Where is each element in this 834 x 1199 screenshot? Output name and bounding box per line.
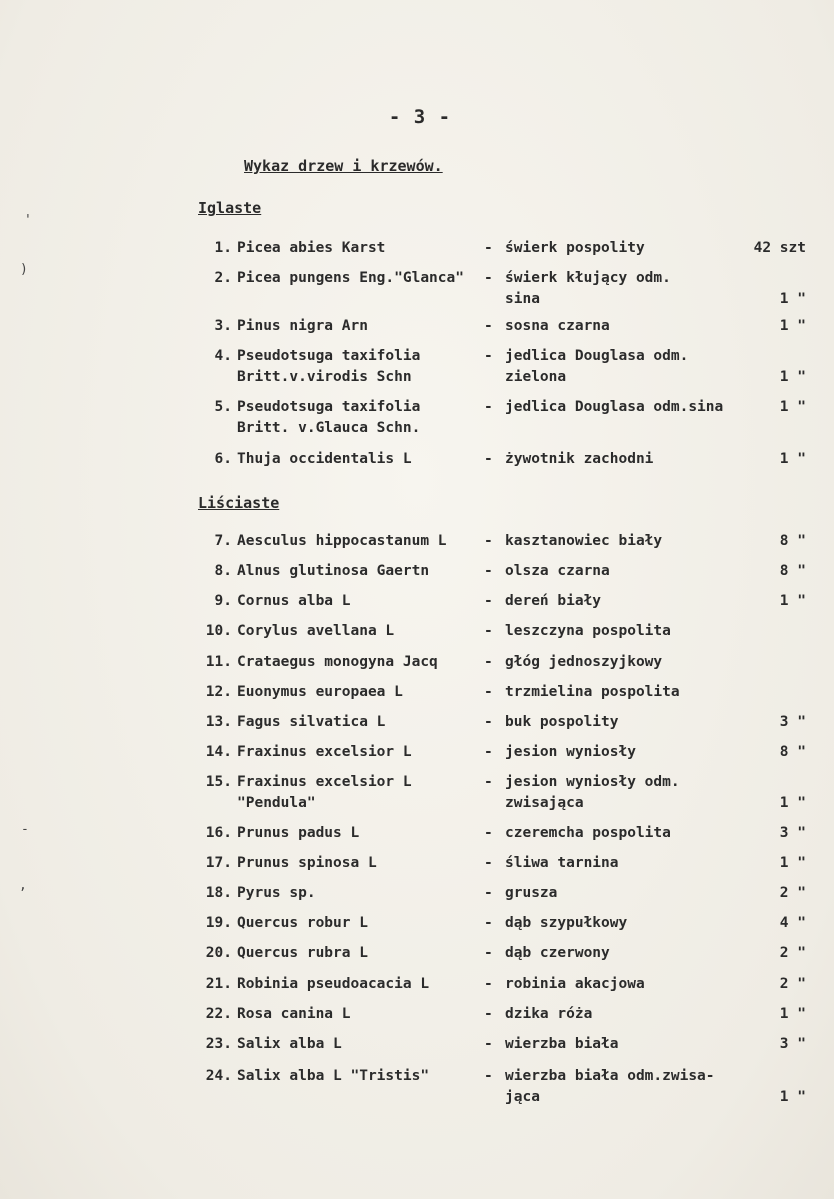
polish-name: świerk pospolity <box>505 240 645 256</box>
latin-name: Picea abies Karst <box>237 240 386 256</box>
list-item <box>0 623 834 653</box>
latin-name: Robinia pseudoacacia L <box>237 976 430 992</box>
list-item <box>0 855 834 885</box>
latin-name: Salix alba L "Tristis" <box>237 1068 430 1084</box>
list-item <box>0 684 834 714</box>
separator-dash: - <box>484 654 493 670</box>
item-number: 19. <box>205 915 232 931</box>
latin-name: Corylus avellana L <box>237 623 395 639</box>
item-number: 14. <box>205 744 232 760</box>
separator-dash: - <box>484 1036 493 1052</box>
quantity: 8 " <box>779 533 806 549</box>
list-item <box>0 270 834 307</box>
item-number: 21. <box>205 976 232 992</box>
latin-name: Pinus nigra Arn <box>237 318 368 334</box>
separator-dash: - <box>484 399 493 415</box>
item-number: 18. <box>205 885 232 901</box>
quantity: 1 " <box>779 451 806 467</box>
polish-name: śliwa tarnina <box>505 855 619 871</box>
latin-name: Rosa canina L <box>237 1006 351 1022</box>
separator-dash: - <box>484 623 493 639</box>
item-number: 1. <box>214 240 232 256</box>
page-title: Wykaz drzew i krzewów. <box>244 157 443 175</box>
latin-name: Pseudotsuga taxifolia <box>237 399 421 415</box>
separator-dash: - <box>484 593 493 609</box>
list-item <box>0 240 834 270</box>
list-item <box>0 825 834 855</box>
item-number: 17. <box>205 855 232 871</box>
item-number: 10. <box>205 623 232 639</box>
item-number: 23. <box>205 1036 232 1052</box>
item-number: 22. <box>205 1006 232 1022</box>
latin-name-continued: "Pendula" <box>237 795 316 811</box>
quantity: 2 " <box>779 945 806 961</box>
margin-mark: ' <box>24 213 32 228</box>
separator-dash: - <box>484 885 493 901</box>
quantity: 1 " <box>779 1006 806 1022</box>
latin-name: Aesculus hippocastanum L <box>237 533 447 549</box>
separator-dash: - <box>484 533 493 549</box>
section-heading-deciduous: Liściaste <box>198 494 280 512</box>
page-number: - 3 - <box>388 106 452 128</box>
separator-dash: - <box>484 563 493 579</box>
list-item <box>0 1068 834 1105</box>
polish-name: sosna czarna <box>505 318 610 334</box>
margin-mark: , <box>19 878 27 893</box>
list-item <box>0 451 834 481</box>
latin-name: Salix alba L <box>237 1036 342 1052</box>
polish-name-continued: zielona <box>505 369 567 385</box>
list-item <box>0 533 834 563</box>
polish-name: grusza <box>505 885 558 901</box>
polish-name: żywotnik zachodni <box>505 451 654 467</box>
polish-name: wierzba biała <box>505 1036 619 1052</box>
item-number: 16. <box>205 825 232 841</box>
quantity: 8 " <box>779 563 806 579</box>
quantity: 2 " <box>779 976 806 992</box>
latin-name: Cornus alba L <box>237 593 351 609</box>
latin-name: Picea pungens Eng."Glanca" <box>237 270 464 286</box>
separator-dash: - <box>484 684 493 700</box>
list-item <box>0 714 834 744</box>
item-number: 6. <box>214 451 232 467</box>
separator-dash: - <box>484 1006 493 1022</box>
separator-dash: - <box>484 976 493 992</box>
separator-dash: - <box>484 915 493 931</box>
item-number: 12. <box>205 684 232 700</box>
quantity: 1 " <box>779 1089 806 1105</box>
quantity: 1 " <box>779 399 806 415</box>
item-number: 8. <box>214 563 232 579</box>
latin-name: Alnus glutinosa Gaertn <box>237 563 430 579</box>
separator-dash: - <box>484 945 493 961</box>
separator-dash: - <box>484 348 493 364</box>
item-number: 5. <box>214 399 232 415</box>
margin-mark: - <box>21 822 29 837</box>
latin-name: Quercus rubra L <box>237 945 368 961</box>
latin-name: Thuja occidentalis L <box>237 451 412 467</box>
list-item <box>0 399 834 436</box>
latin-name: Fraxinus excelsior L <box>237 774 412 790</box>
list-item <box>0 976 834 1006</box>
latin-name: Euonymus europaea L <box>237 684 403 700</box>
list-item <box>0 744 834 774</box>
margin-mark: ) <box>20 262 28 277</box>
list-item <box>0 1036 834 1066</box>
polish-name: głóg jednoszyjkowy <box>505 654 663 670</box>
quantity: 1 " <box>779 593 806 609</box>
quantity: 3 " <box>779 714 806 730</box>
quantity: 3 " <box>779 825 806 841</box>
latin-name: Fagus silvatica L <box>237 714 386 730</box>
polish-name-continued: sina <box>505 291 540 307</box>
list-item <box>0 563 834 593</box>
latin-name: Pseudotsuga taxifolia <box>237 348 421 364</box>
quantity: 1 " <box>779 795 806 811</box>
polish-name: kasztanowiec biały <box>505 533 663 549</box>
polish-name: dereń biały <box>505 593 602 609</box>
item-number: 9. <box>214 593 232 609</box>
item-number: 24. <box>205 1068 232 1084</box>
separator-dash: - <box>484 1068 493 1084</box>
polish-name: olsza czarna <box>505 563 610 579</box>
list-item <box>0 774 834 811</box>
polish-name-continued: zwisająca <box>505 795 584 811</box>
item-number: 2. <box>214 270 232 286</box>
section-heading-coniferous: Iglaste <box>198 199 262 217</box>
item-number: 3. <box>214 318 232 334</box>
quantity: 42 szt <box>753 240 806 256</box>
polish-name: jedlica Douglasa odm. <box>505 348 689 364</box>
polish-name: dąb szypułkowy <box>505 915 628 931</box>
polish-name: jesion wyniosły odm. <box>505 774 680 790</box>
quantity: 4 " <box>779 915 806 931</box>
item-number: 7. <box>214 533 232 549</box>
latin-name-continued: Britt. v.Glauca Schn. <box>237 420 421 436</box>
item-number: 13. <box>205 714 232 730</box>
list-item <box>0 885 834 915</box>
list-item <box>0 318 834 348</box>
latin-name: Prunus padus L <box>237 825 360 841</box>
latin-name: Pyrus sp. <box>237 885 316 901</box>
separator-dash: - <box>484 855 493 871</box>
separator-dash: - <box>484 774 493 790</box>
list-item <box>0 945 834 975</box>
separator-dash: - <box>484 451 493 467</box>
quantity: 1 " <box>779 291 806 307</box>
list-item <box>0 1006 834 1036</box>
polish-name: czeremcha pospolita <box>505 825 671 841</box>
separator-dash: - <box>484 318 493 334</box>
polish-name: buk pospolity <box>505 714 619 730</box>
list-item <box>0 915 834 945</box>
quantity: 1 " <box>779 318 806 334</box>
polish-name: robinia akacjowa <box>505 976 645 992</box>
item-number: 11. <box>205 654 232 670</box>
polish-name: jesion wyniosły <box>505 744 636 760</box>
list-item <box>0 593 834 623</box>
separator-dash: - <box>484 825 493 841</box>
quantity: 1 " <box>779 369 806 385</box>
latin-name: Quercus robur L <box>237 915 368 931</box>
separator-dash: - <box>484 714 493 730</box>
list-item <box>0 348 834 385</box>
quantity: 2 " <box>779 885 806 901</box>
polish-name: świerk kłujący odm. <box>505 270 671 286</box>
latin-name: Crataegus monogyna Jacq <box>237 654 438 670</box>
polish-name: jedlica Douglasa odm.sina <box>505 399 724 415</box>
item-number: 4. <box>214 348 232 364</box>
polish-name-continued: jąca <box>505 1089 540 1105</box>
quantity: 3 " <box>779 1036 806 1052</box>
item-number: 15. <box>205 774 232 790</box>
latin-name: Fraxinus excelsior L <box>237 744 412 760</box>
polish-name: trzmielina pospolita <box>505 684 680 700</box>
separator-dash: - <box>484 744 493 760</box>
polish-name: dzika róża <box>505 1006 593 1022</box>
list-item <box>0 654 834 684</box>
polish-name: dąb czerwony <box>505 945 610 961</box>
quantity: 8 " <box>779 744 806 760</box>
latin-name: Prunus spinosa L <box>237 855 377 871</box>
separator-dash: - <box>484 240 493 256</box>
latin-name-continued: Britt.v.virodis Schn <box>237 369 412 385</box>
quantity: 1 " <box>779 855 806 871</box>
separator-dash: - <box>484 270 493 286</box>
polish-name: leszczyna pospolita <box>505 623 671 639</box>
item-number: 20. <box>205 945 232 961</box>
polish-name: wierzba biała odm.zwisa- <box>505 1068 715 1084</box>
